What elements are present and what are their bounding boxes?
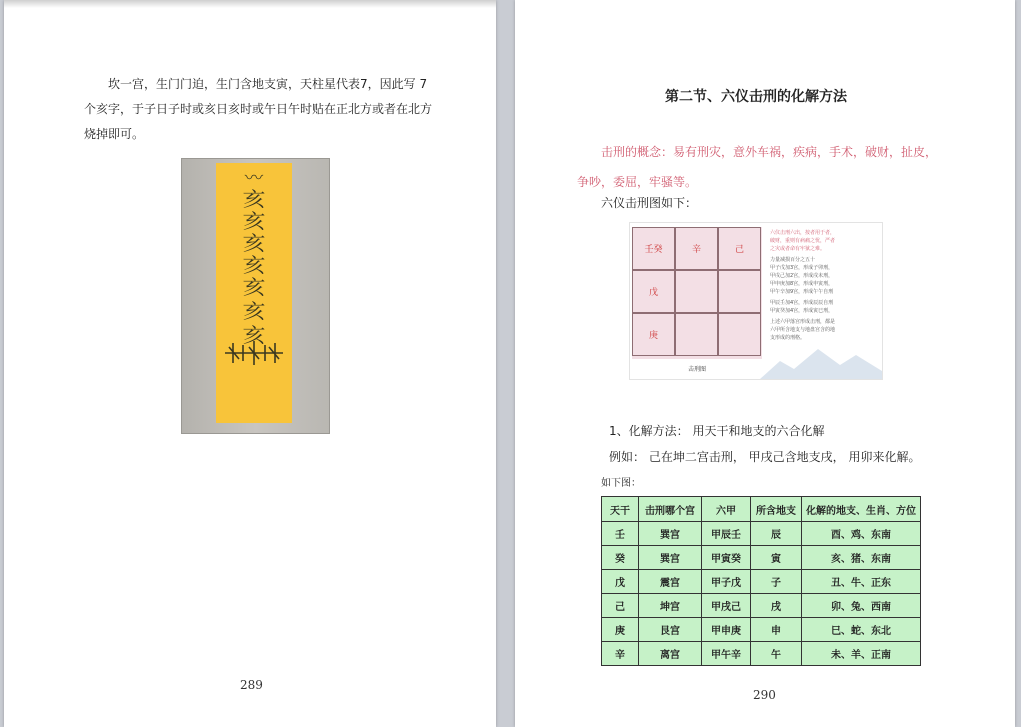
table-cell: 巳、蛇、东北 <box>802 618 921 642</box>
table-cell: 辛 <box>602 642 639 666</box>
column-header: 天干 <box>602 497 639 522</box>
table-cell: 丑、牛、正东 <box>802 570 921 594</box>
talisman-star-mark <box>223 339 285 365</box>
palace-grid <box>632 227 762 359</box>
grid-cell: 戊 <box>632 270 675 313</box>
table-cell: 己 <box>602 594 639 618</box>
column-header: 六甲 <box>702 497 751 522</box>
table-cell: 申 <box>751 618 802 642</box>
page-edge <box>4 0 496 8</box>
paragraph-line: 争吵，委屈，牢骚等。 <box>577 175 698 189</box>
diagram-note-line: 六甲所含地支与地盘宫含的地 <box>770 327 836 333</box>
grid-cell: 庚 <box>632 313 675 356</box>
table-header-row <box>602 497 921 522</box>
talisman-glyph: 亥 <box>242 253 266 277</box>
table-cell: 甲寅癸 <box>702 546 751 570</box>
talisman-glyph: 亥 <box>242 275 266 299</box>
section-title: 第二节、六仪击刑的化解方法 <box>665 89 847 105</box>
resolution-table <box>601 496 921 666</box>
talisman-glyph: 亥 <box>242 187 266 211</box>
diagram-notes <box>770 229 878 342</box>
talisman-glyph: 亥 <box>242 323 266 347</box>
body-paragraph <box>84 72 454 147</box>
table-cell: 离宫 <box>639 642 702 666</box>
table-cell: 巽宫 <box>639 546 702 570</box>
talisman-glyph: 亥 <box>242 299 266 323</box>
diagram-label: 击刑图 <box>688 366 707 373</box>
table-cell: 戊 <box>602 570 639 594</box>
paragraph-line: 烧掉即可。 <box>84 127 145 141</box>
table-intro: 如下图： <box>601 478 641 489</box>
table-row <box>602 594 921 618</box>
diagram-note-line: 甲午辛加9宫，形成午午自刑 <box>770 289 834 295</box>
page-number: 290 <box>753 688 776 702</box>
grid-cell: 辛 <box>675 227 718 270</box>
example-text: 例如： 己在坤二宫击刑， 甲戌己含地支戌， 用卯来化解。 <box>609 450 921 464</box>
grid-cell: 壬癸 <box>632 227 675 270</box>
table-cell: 甲子戊 <box>702 570 751 594</box>
diagram-note-line: 六仪击刑六出，按者用于者， <box>770 230 836 236</box>
table-cell: 酉、鸡、东南 <box>802 522 921 546</box>
table-row <box>602 642 921 666</box>
grid-cell <box>675 270 718 313</box>
table-cell: 子 <box>751 570 802 594</box>
paragraph-line: 坎一宫，生门门迫，生门含地支寅，天柱星代表7，因此写 7 <box>108 77 428 91</box>
column-header: 击刑哪个宫 <box>639 497 702 522</box>
concept-paragraph <box>577 137 937 197</box>
column-header: 所含地支 <box>751 497 802 522</box>
table-cell: 艮宫 <box>639 618 702 642</box>
table-row <box>602 522 921 546</box>
table-cell: 坤宫 <box>639 594 702 618</box>
table-cell: 寅 <box>751 546 802 570</box>
table-cell: 甲戌己 <box>702 594 751 618</box>
table-cell: 卯、兔、西南 <box>802 594 921 618</box>
grid-cell <box>675 313 718 356</box>
diagram-note-line: 甲申庚加8宫，形成申寅刑， <box>770 281 834 287</box>
table-cell: 甲申庚 <box>702 618 751 642</box>
table-cell: 震宫 <box>639 570 702 594</box>
diagram-note-line: 支形成的刑格。 <box>770 335 806 341</box>
diagram-note-line: 甲寅癸加4宫，形成寅巳刑， <box>770 308 834 314</box>
method-heading: 1、化解方法： 用天干和地支的六合化解 <box>609 424 825 438</box>
left-page <box>4 0 496 727</box>
table-cell: 壬 <box>602 522 639 546</box>
diagram-note-line: 力量减损百分之五十 <box>770 257 816 263</box>
table-row <box>602 570 921 594</box>
table-cell: 戌 <box>751 594 802 618</box>
grid-cell <box>718 313 761 356</box>
table-cell: 甲辰壬 <box>702 522 751 546</box>
diagram-note-line: 甲子戊加3宫，形成子卯刑， <box>770 265 834 271</box>
talisman-photo <box>181 158 330 434</box>
diagram-note-line: 破财，重则有病痛之忧，严者 <box>770 238 836 244</box>
table-cell: 癸 <box>602 546 639 570</box>
table-row <box>602 618 921 642</box>
grid-cell: 己 <box>718 227 761 270</box>
table-body <box>602 522 921 666</box>
mountain-illustration <box>760 341 882 379</box>
talisman-glyph: 亥 <box>242 231 266 255</box>
grid-cell <box>718 270 761 313</box>
paragraph-line: 击刑的概念：易有刑灾，意外车祸，疾病，手术，破财，扯皮， <box>601 145 938 159</box>
diagram-note-line: 甲戌己加2宫，形成戌未刑， <box>770 273 834 279</box>
talisman-glyph: 亥 <box>242 209 266 233</box>
table-cell: 巽宫 <box>639 522 702 546</box>
table-cell: 亥、猪、东南 <box>802 546 921 570</box>
table-cell: 甲午辛 <box>702 642 751 666</box>
table-row <box>602 546 921 570</box>
strike-diagram <box>629 222 883 380</box>
table-cell: 庚 <box>602 618 639 642</box>
diagram-note-line: 上述六甲落宫形成击刑，都是 <box>770 319 836 325</box>
talisman-top-mark: 〰 <box>244 168 264 187</box>
diagram-note-line: 甲辰壬加4宫，形成辰辰自刑 <box>770 300 834 306</box>
table-cell: 未、羊、正南 <box>802 642 921 666</box>
page-number: 289 <box>240 678 263 692</box>
diagram-note-line: 之灾或者命有牢狱之难。 <box>770 246 826 252</box>
column-header: 化解的地支、生肖、方位 <box>802 497 921 522</box>
right-page <box>515 0 1015 727</box>
paragraph-line: 个亥字，于子日子时或亥日亥时或午日午时贴在正北方或者在北方 <box>84 102 433 116</box>
table-cell: 辰 <box>751 522 802 546</box>
talisman-paper <box>216 163 292 423</box>
table-cell: 午 <box>751 642 802 666</box>
diagram-intro: 六仪击刑图如下： <box>601 196 698 210</box>
